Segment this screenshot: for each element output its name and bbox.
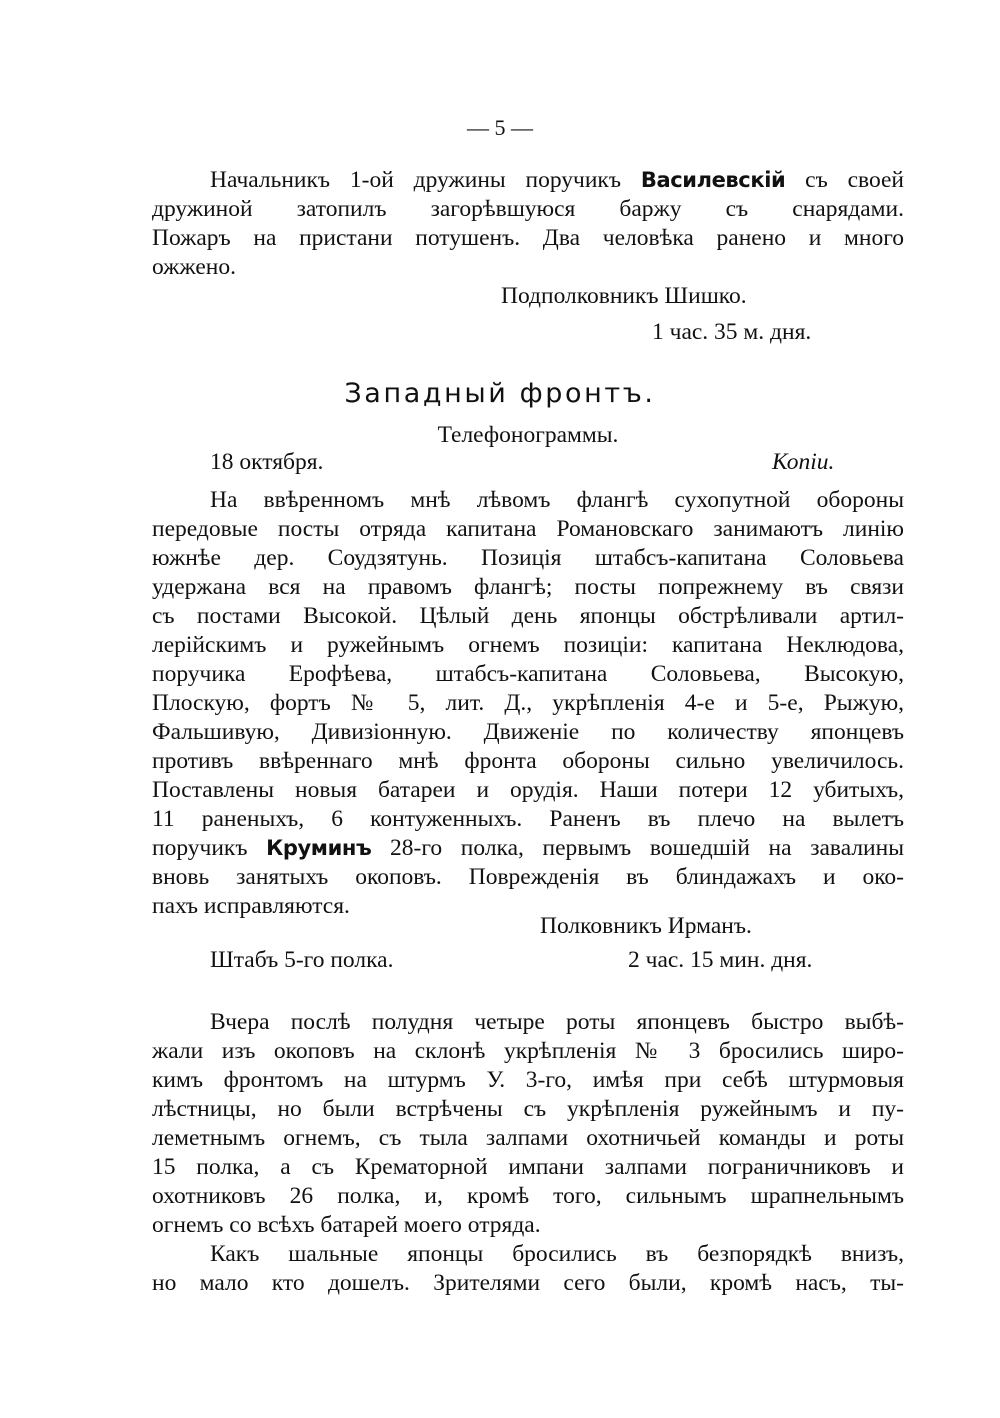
section-heading: Западный фронтъ. <box>344 378 656 409</box>
text-line: огнемъ со всѣхъ батарей моего отряда. <box>152 1212 541 1238</box>
text-line: На ввѣренномъ мнѣ лѣвомъ флангѣ сухопутной обороны <box>210 487 904 513</box>
text-line: Плоскую, фортъ № 5, лит. Д., укрѣпленія 4-е и 5-е, Рыжую, <box>152 690 904 716</box>
text-line: лѣстницы, но были встрѣчены съ укрѣпленія ружейнымъ и пу- <box>152 1096 904 1122</box>
date-label: 18 октября. <box>210 449 324 475</box>
bold-name: Круминъ <box>266 836 372 860</box>
place-label: Штабъ 5-го полка. <box>210 947 394 973</box>
text-line: лерійскимъ и ружейнымъ огнемъ позиціи: капитана Неклюдова, <box>152 632 904 658</box>
text-line: 15 полка, а съ Крематорной импани залпами пограничниковъ и <box>152 1154 904 1180</box>
page-number: — 5 — <box>467 115 533 140</box>
text-line <box>210 165 904 195</box>
text-line: передовые посты отряда капитана Романовскаго занимаютъ линію <box>152 516 904 542</box>
text-line: вновь занятыхъ окоповъ. Поврежденія въ блиндажахъ и око- <box>152 864 904 890</box>
text-run: съ своей <box>785 167 904 193</box>
text-line: кимъ фронтомъ на штурмъ У. 3-го, имѣя при себѣ штурмовыя <box>152 1067 904 1093</box>
signature: Подполковникъ Шишко. <box>501 283 747 309</box>
text-line: 11 раненыхъ, 6 контуженныхъ. Раненъ въ плечо на вылетъ <box>152 806 904 832</box>
text-line: Поставлены новыя батареи и орудія. Наши потери 12 убитыхъ, <box>152 777 904 803</box>
section-subheading: Телефонограммы. <box>437 422 619 448</box>
text-line: Какъ шальные японцы бросились въ безпорядкѣ внизъ, <box>210 1241 904 1267</box>
text-line <box>152 833 904 863</box>
signature: Полковникъ Ирманъ. <box>540 913 752 939</box>
text-line: ожжено. <box>152 254 236 280</box>
copies-label: Копіи. <box>772 449 835 475</box>
text-line: южнѣе дер. Соудзятунь. Позиція штабсъ-капитана Соловьева <box>152 545 904 571</box>
bold-name: Василевскій <box>640 168 786 192</box>
text-line: охотниковъ 26 полка, и, кромѣ того, сильнымъ шрапнельнымъ <box>152 1183 904 1209</box>
text-line: поручика Ерофѣева, штабсъ-капитана Соловьева, Высокую, <box>152 661 904 687</box>
text-line: противъ ввѣреннаго мнѣ фронта обороны сильно увеличилось. <box>152 748 904 774</box>
timestamp: 1 час. 35 м. дня. <box>652 319 812 345</box>
text-line: дружиной затопилъ загорѣвшуюся баржу съ снарядами. <box>152 196 904 222</box>
text-line: Фальшивую, Дивизіонную. Движеніе по количеству японцевъ <box>152 719 904 745</box>
text-run: 28-го полка, первымъ вошедшій на завалины <box>371 835 904 861</box>
text-line: но мало кто дошелъ. Зрителями сего были, кромѣ насъ, ты- <box>152 1270 904 1296</box>
text-line: Пожаръ на пристани потушенъ. Два человѣка ранено и много <box>152 225 904 251</box>
timestamp: 2 час. 15 мин. дня. <box>628 947 813 973</box>
text-line: удержана вся на правомъ флангѣ; посты попрежнему въ связи <box>152 574 904 600</box>
text-run: Начальникъ 1-ой дружины поручикъ <box>210 167 641 193</box>
text-line: съ постами Высокой. Цѣлый день японцы обстрѣливали артил- <box>152 603 904 629</box>
text-line: жали изъ окоповъ на склонѣ укрѣпленія № 3 бросились широ- <box>152 1038 904 1064</box>
text-line: леметнымъ огнемъ, съ тыла залпами охотничьей команды и роты <box>152 1125 904 1151</box>
text-line: Вчера послѣ полудня четыре роты японцевъ быстро выбѣ- <box>210 1009 904 1035</box>
text-run: поручикъ <box>152 835 267 861</box>
text-line: пахъ исправляются. <box>152 893 350 919</box>
